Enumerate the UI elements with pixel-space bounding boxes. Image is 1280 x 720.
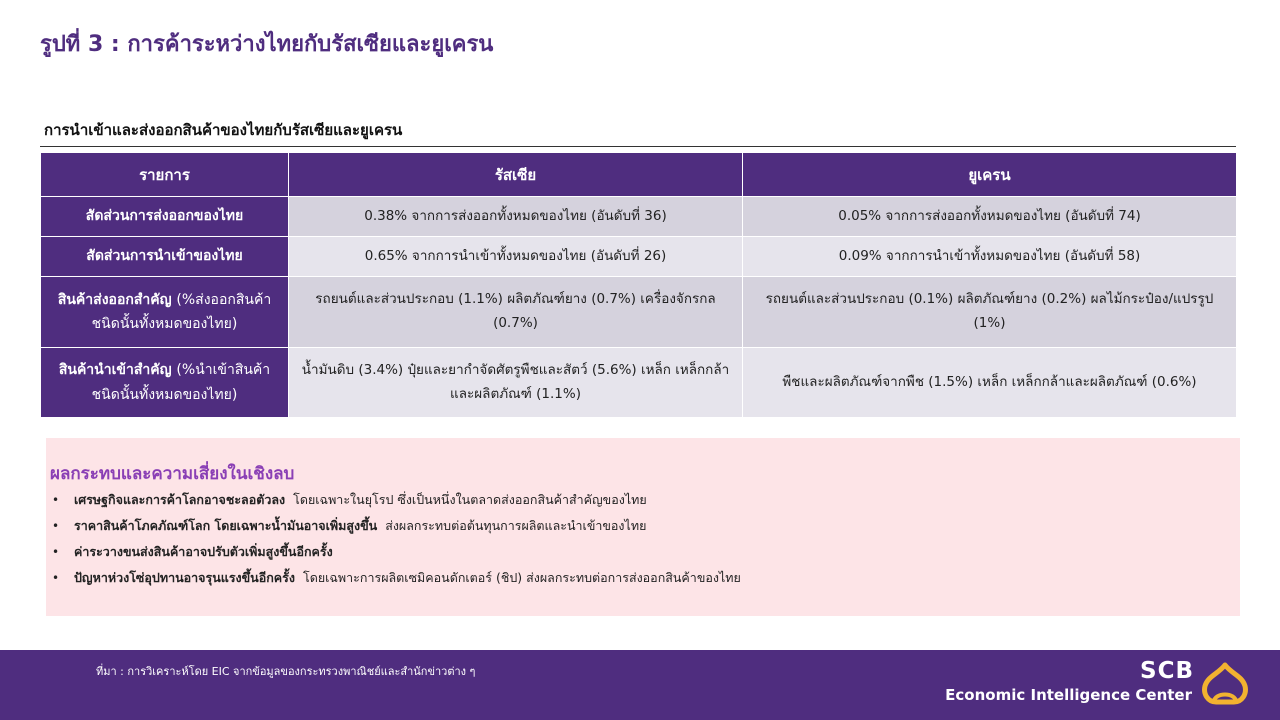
source-note: ที่มา : การวิเคราะห์โดย EIC จากข้อมูลของกระทรวงพาณิชย์และสำนักข่าวต่าง ๆ — [96, 665, 476, 678]
bullet-icon: • — [52, 493, 60, 507]
row-label — [41, 348, 289, 418]
page-title: รูปที่ 3 : การค้าระหว่างไทยกับรัสเซียและยูเครน — [40, 32, 494, 57]
footer-bar — [0, 650, 1280, 720]
risk-item-heading: เศรษฐกิจและการค้าโลกอาจชะลอตัวลง — [74, 492, 286, 507]
row-label-subtext: (%ส่งออกสินค้าชนิดนั้นทั้งหมดของไทย) — [91, 291, 272, 332]
ukraine-cell: 0.05% จากการส่งออกทั้งหมดของไทย (อันดับที่ 74) — [743, 197, 1237, 237]
russia-cell: 0.38% จากการส่งออกทั้งหมดของไทย (อันดับที่ 36) — [289, 197, 743, 237]
risk-item-text: โดยเฉพาะการผลิตเซมิคอนดักเตอร์ (ชิป) ส่งผลกระทบต่อการส่งออกสินค้าของไทย — [302, 570, 741, 585]
brand-subtitle: Economic Intelligence Center — [945, 686, 1192, 704]
scb-crest-icon — [1200, 662, 1250, 706]
risk-list — [52, 490, 741, 594]
risk-item-text: โดยเฉพาะในยุโรป ซึ่งเป็นหนึ่งในตลาดส่งออกสินค้าสำคัญของไทย — [293, 492, 647, 507]
table-caption: การนำเข้าและส่งออกสินค้าของไทยกับรัสเซียและยูเครน — [44, 121, 403, 139]
table-row — [41, 277, 1237, 348]
russia-cell: น้ำมันดิบ (3.4%) ปุ๋ยและยากำจัดศัตรูพืชและสัตว์ (5.6%) เหล็ก เหล็กกล้าและผลิตภัณฑ์ (1.1%) — [289, 348, 743, 418]
table-row — [41, 348, 1237, 418]
row-label — [41, 197, 289, 237]
row-label — [41, 237, 289, 277]
row-label-text: สินค้าส่งออกสำคัญ — [57, 291, 172, 308]
caption-divider — [40, 146, 1236, 147]
risk-item-heading: ปัญหาห่วงโซ่อุปทานอาจรุนแรงขึ้นอีกครั้ง — [74, 570, 295, 585]
table-header-row — [41, 153, 1237, 197]
list-item — [52, 568, 741, 594]
bullet-icon: • — [52, 519, 60, 533]
brand-name: SCB — [1140, 658, 1194, 684]
row-label — [41, 277, 289, 348]
table-row — [41, 197, 1237, 237]
risk-item-heading: ค่าระวางขนส่งสินค้าอาจปรับตัวเพิ่มสูงขึ้นอีกครั้ง — [74, 544, 333, 559]
row-label-text: สัดส่วนการส่งออกของไทย — [85, 208, 244, 225]
header-russia: รัสเซีย — [289, 153, 743, 197]
bullet-icon: • — [52, 545, 60, 559]
trade-table — [40, 152, 1237, 418]
russia-cell: 0.65% จากการนำเข้าทั้งหมดของไทย (อันดับที่ 26) — [289, 237, 743, 277]
ukraine-cell: 0.09% จากการนำเข้าทั้งหมดของไทย (อันดับที่ 58) — [743, 237, 1237, 277]
bullet-icon: • — [52, 571, 60, 585]
risk-panel — [46, 438, 1240, 616]
ukraine-cell: พืชและผลิตภัณฑ์จากพืช (1.5%) เหล็ก เหล็กกล้าและผลิตภัณฑ์ (0.6%) — [743, 348, 1237, 418]
risk-title: ผลกระทบและความเสี่ยงในเชิงลบ — [50, 464, 295, 484]
risk-item-heading: ราคาสินค้าโภคภัณฑ์โลก โดยเฉพาะน้ำมันอาจเพิ่มสูงขึ้น — [74, 518, 378, 533]
list-item — [52, 490, 741, 516]
table-row — [41, 237, 1237, 277]
ukraine-cell: รถยนต์และส่วนประกอบ (0.1%) ผลิตภัณฑ์ยาง (0.2%) ผลไม้กระป๋อง/แปรรูป (1%) — [743, 277, 1237, 348]
row-label-subtext: (%นำเข้าสินค้าชนิดนั้นทั้งหมดของไทย) — [91, 362, 271, 403]
header-item: รายการ — [41, 153, 289, 197]
list-item — [52, 542, 741, 568]
row-label-text: สินค้านำเข้าสำคัญ — [58, 362, 172, 378]
header-ukraine: ยูเครน — [743, 153, 1237, 197]
risk-item-text: ส่งผลกระทบต่อต้นทุนการผลิตและนำเข้าของไทย — [385, 518, 647, 533]
russia-cell: รถยนต์และส่วนประกอบ (1.1%) ผลิตภัณฑ์ยาง (0.7%) เครื่องจักรกล (0.7%) — [289, 277, 743, 348]
list-item — [52, 516, 741, 542]
row-label-text: สัดส่วนการนำเข้าของไทย — [86, 248, 243, 265]
